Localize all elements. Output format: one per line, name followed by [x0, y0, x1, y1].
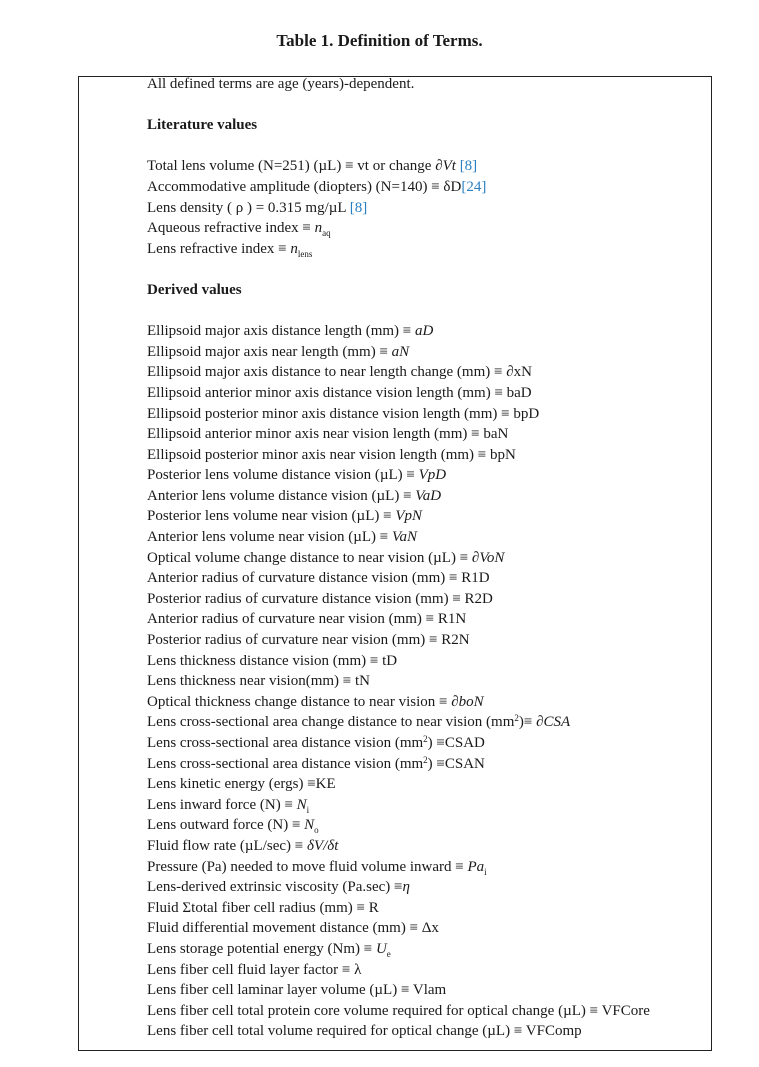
term-text: Ellipsoid anterior minor axis near vision length (mm) ≡ baN [147, 426, 509, 443]
term-text: Lens outward force (N) ≡ [147, 817, 305, 834]
term-text: Posterior radius of curvature near vision (mm) ≡ R2N [147, 632, 470, 649]
term-row [147, 980, 747, 1001]
term-text: Posterior lens volume near vision (µL) ≡ [147, 508, 396, 525]
term-text: Lens thickness distance vision (mm) ≡ tD [147, 652, 398, 669]
term-row [147, 568, 747, 589]
term-row [147, 754, 747, 775]
literature-list [147, 156, 747, 259]
subscript: aq [322, 228, 331, 239]
term-text: Lens fiber cell laminar layer volume (µL) ≡ Vlam [147, 982, 447, 999]
spacer [147, 301, 747, 322]
term-row [147, 424, 747, 445]
subscript: i [484, 866, 487, 877]
term-row [147, 733, 747, 754]
term-text: ) ≡CSAN [427, 755, 485, 772]
term-text: Lens thickness near vision(mm) ≡ tN [147, 673, 371, 690]
term-text: Accommodative amplitude (diopters) (N=140) ≡ δD [147, 178, 462, 195]
term-text: Lens cross-sectional area change distance to near vision (mm [147, 714, 515, 731]
term-text: Anterior radius of curvature near vision (mm) ≡ R1N [147, 611, 467, 628]
term-row [147, 1001, 747, 1022]
term-symbol: ∂VoN [471, 549, 505, 566]
term-symbol: ∂Vt [435, 158, 456, 175]
term-text: Lens refractive index ≡ [147, 240, 291, 257]
subscript: i [306, 804, 310, 815]
term-row [147, 362, 747, 383]
term-text: Posterior radius of curvature distance vision (mm) ≡ R2D [147, 590, 493, 607]
term-row [147, 445, 747, 466]
term-symbol: Pa [467, 858, 485, 875]
term-row [147, 404, 747, 425]
term-text: Anterior radius of curvature distance vision (mm) ≡ R1D [147, 570, 490, 587]
term-symbol: U [375, 940, 387, 957]
term-text: Lens fiber cell fluid layer factor ≡ λ [147, 961, 362, 978]
term-symbol: n [314, 220, 323, 237]
term-text: Lens cross-sectional area distance vision (mm [147, 735, 424, 751]
term-text: )≡ [518, 714, 537, 731]
term-row [147, 506, 747, 527]
term-row [147, 383, 747, 404]
term-text: Optical volume change distance to near vision (µL) ≡ [147, 549, 472, 566]
spacer [147, 95, 747, 116]
term-row [147, 321, 747, 342]
term-text: Ellipsoid posterior minor axis near vision length (mm) ≡ bpN [147, 446, 516, 463]
citation-ref: [8] [349, 199, 368, 216]
term-row [147, 877, 747, 898]
term-text: Pressure (Pa) needed to move fluid volume inward ≡ [147, 858, 468, 875]
term-text: Lens-derived extrinsic viscosity (Pa.sec) ≡ [147, 879, 403, 896]
derived-heading: Derived values [147, 281, 242, 298]
term-text: Ellipsoid major axis distance length (mm) ≡ [147, 323, 415, 340]
term-row [147, 198, 747, 219]
term-symbol: VpN [395, 508, 422, 525]
term-text: Optical thickness change distance to near vision ≡ [147, 693, 452, 710]
term-row [147, 795, 747, 816]
term-row [147, 1021, 747, 1042]
term-row [147, 898, 747, 919]
term-text: Anterior lens volume distance vision (µL) ≡ [147, 487, 416, 504]
table-caption: Table 1. Definition of Terms. [276, 31, 483, 50]
spacer [147, 136, 747, 157]
term-row [147, 630, 747, 651]
term-row [147, 218, 747, 239]
term-symbol: VaD [415, 487, 442, 504]
term-row [147, 527, 747, 548]
term-row [147, 692, 747, 713]
term-row [147, 342, 747, 363]
term-text: Anterior lens volume near vision (µL) ≡ [147, 529, 392, 546]
subscript: lens [297, 248, 313, 259]
term-symbol: aN [391, 343, 410, 360]
citation-ref: [24] [461, 178, 487, 195]
term-row [147, 712, 747, 733]
term-text: ) ≡CSAD [427, 735, 485, 751]
superscript: 2 [423, 734, 428, 744]
term-row [147, 960, 747, 981]
term-row [147, 857, 747, 878]
term-symbol: aD [415, 323, 434, 340]
spacer [147, 259, 747, 280]
term-text: Ellipsoid anterior minor axis distance vision length (mm) ≡ baD [147, 384, 532, 401]
term-symbol: n [290, 240, 298, 257]
literature-heading: Literature values [147, 117, 258, 134]
term-text: Aqueous refractive index ≡ [147, 220, 315, 237]
term-text: Posterior lens volume distance vision (µL) ≡ [147, 467, 419, 484]
term-row [147, 671, 747, 692]
term-row [147, 239, 747, 260]
term-symbol: ∂CSA [536, 714, 571, 731]
term-text: Lens fiber cell total protein core volume required for optical change (µL) ≡ VFCore [147, 1002, 650, 1019]
term-row [147, 774, 747, 795]
term-row [147, 609, 747, 630]
term-text: Lens cross-sectional area distance vision (mm [147, 755, 424, 772]
term-symbol: VpD [418, 467, 447, 484]
term-text: Ellipsoid major axis near length (mm) ≡ [147, 343, 392, 360]
term-text: Ellipsoid posterior minor axis distance vision length (mm) ≡ bpD [147, 405, 540, 422]
term-row [147, 486, 747, 507]
term-text: Fluid flow rate (µL/sec) ≡ [147, 837, 307, 854]
term-row [147, 815, 747, 836]
term-row [147, 156, 747, 177]
term-text: Fluid Σtotal fiber cell radius (mm) ≡ R [147, 899, 379, 916]
subscript: o [314, 825, 319, 836]
term-row [147, 465, 747, 486]
term-row [147, 939, 747, 960]
term-symbol: η [402, 879, 410, 896]
citation-ref: [8] [459, 158, 478, 175]
term-text: Lens fiber cell total volume required for optical change (µL) ≡ VFComp [147, 1023, 582, 1040]
superscript: 2 [514, 713, 519, 724]
term-text: Lens kinetic energy (ergs) ≡KE [147, 776, 336, 793]
term-text: Lens inward force (N) ≡ [147, 796, 297, 813]
term-row [147, 651, 747, 672]
term-symbol: δV/δt [306, 837, 339, 854]
term-symbol: N [296, 796, 307, 813]
term-row [147, 918, 747, 939]
derived-list [147, 321, 747, 1042]
term-symbol: ∂boN [451, 693, 484, 710]
term-row [147, 548, 747, 569]
intro-text: All defined terms are age (years)-dependent. [147, 76, 415, 92]
table-body [147, 74, 747, 1042]
term-row [147, 589, 747, 610]
term-row [147, 836, 747, 857]
term-symbol: N [304, 817, 315, 834]
term-text: Total lens volume (N=251) (µL) ≡ vt or change [147, 158, 436, 175]
term-text: Ellipsoid major axis distance to near length change (mm) ≡ ∂xN [147, 364, 532, 381]
subscript: e [386, 948, 391, 959]
term-text: Fluid differential movement distance (mm) ≡ Δx [147, 920, 439, 937]
term-row [147, 177, 747, 198]
superscript: 2 [423, 754, 428, 765]
term-text: Lens storage potential energy (Nm) ≡ [147, 940, 376, 957]
term-text: Lens density ( ρ ) = 0.315 mg/µL [147, 199, 350, 216]
term-symbol: VaN [391, 529, 417, 546]
